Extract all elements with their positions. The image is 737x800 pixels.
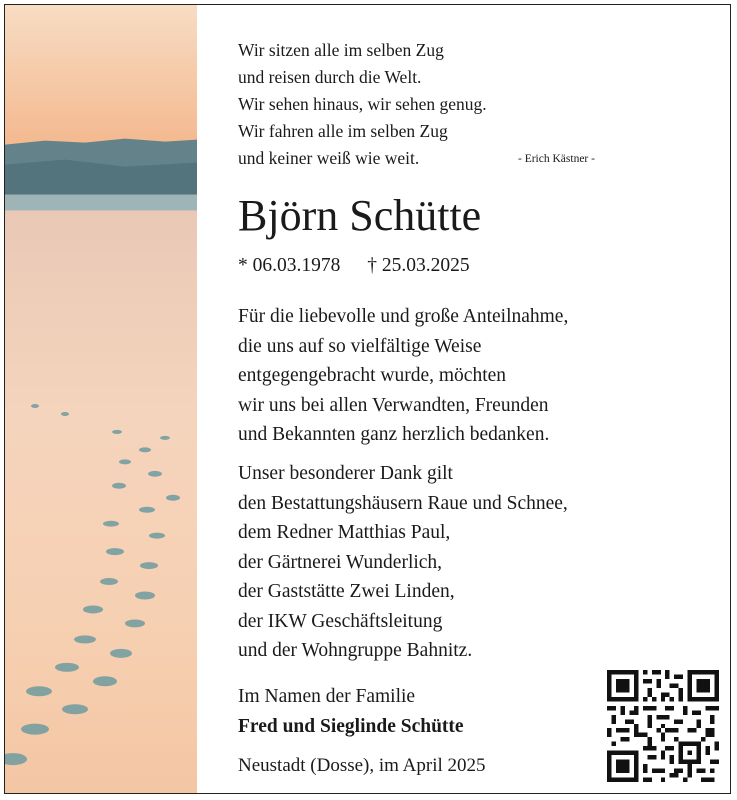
special-thanks-line: der Gaststätte Zwei Linden, xyxy=(238,581,455,602)
place-and-date: Neustadt (Dosse), im April 2025 xyxy=(238,755,486,776)
qr-code[interactable] xyxy=(607,670,719,782)
poem-line: und keiner weiß wie weit. xyxy=(238,148,420,168)
thanks-line: Für die liebevolle und große Anteilnahme, xyxy=(238,306,569,327)
family-intro: Im Namen der Familie xyxy=(238,686,416,707)
poem xyxy=(238,37,487,172)
poem-line: und reisen durch die Welt. xyxy=(238,67,422,87)
beach-footprints-image xyxy=(5,5,197,793)
deceased-name: Björn Schütte xyxy=(238,191,482,240)
life-dates xyxy=(238,255,470,277)
family-signature xyxy=(238,682,464,741)
thanks-line: die uns auf so vielfältige Weise xyxy=(238,335,482,357)
obituary-card xyxy=(4,4,731,794)
death-date: † 25.03.2025 xyxy=(367,255,470,276)
special-thanks-line: der IKW Geschäftsleitung xyxy=(238,610,443,632)
qr-code-icon xyxy=(607,670,719,782)
poem-line: Wir sitzen alle im selben Zug xyxy=(238,40,444,60)
beach-photo xyxy=(5,5,197,793)
special-thanks-line: Unser besonderer Dank gilt xyxy=(238,463,453,484)
poem-author: - Erich Kästner - xyxy=(518,153,595,165)
family-names: Fred und Sieglinde Schütte xyxy=(238,715,464,737)
special-thanks-line: den Bestattungshäusern Raue und Schnee, xyxy=(238,492,568,514)
poem-line: Wir sehen hinaus, wir sehen genug. xyxy=(238,94,487,114)
thanks-line: und Bekannten ganz herzlich bedanken. xyxy=(238,424,550,445)
birth-date: * 06.03.1978 xyxy=(238,255,341,276)
thanks-line: entgegengebracht wurde, möchten xyxy=(238,365,507,386)
thanks-line: wir uns bei allen Verwandten, Freunden xyxy=(238,394,549,416)
special-thanks-paragraph xyxy=(238,459,568,666)
thanks-paragraph xyxy=(238,302,568,450)
poem-line: Wir fahren alle im selben Zug xyxy=(238,121,448,141)
special-thanks-line: und der Wohngruppe Bahnitz. xyxy=(238,640,473,661)
special-thanks-line: der Gärtnerei Wunderlich, xyxy=(238,551,443,573)
special-thanks-line: dem Redner Matthias Paul, xyxy=(238,522,451,543)
